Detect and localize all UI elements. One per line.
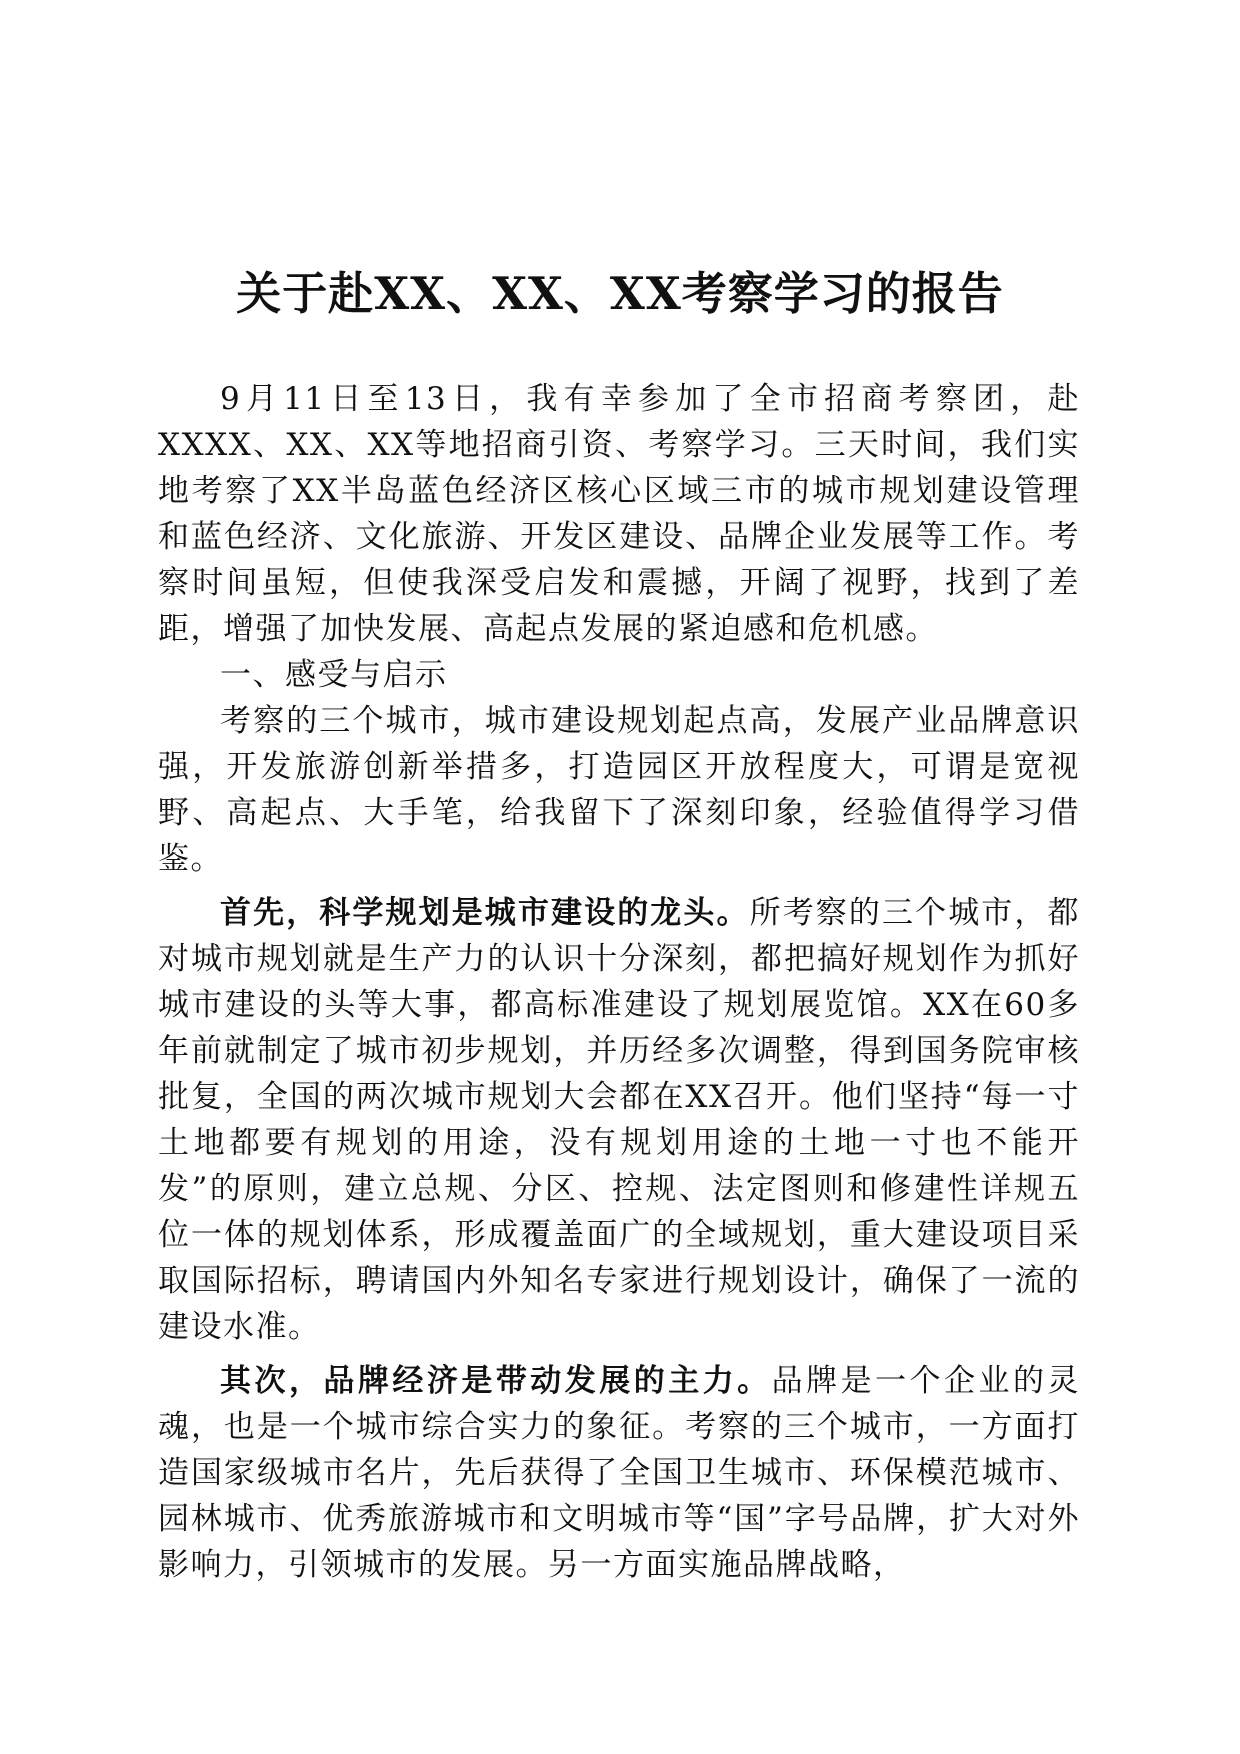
report-body [158,376,1080,1588]
paragraph-brand-lead: 其次，品牌经济是带动发展的主力。 [220,1363,772,1399]
paragraph-planning [158,890,1080,1350]
section-heading-1 [158,652,1080,698]
paragraph-summary-text: 考察的三个城市，城市建设规划起点高，发展产业品牌意识强，开发旅游创新举措多，打造园区开放程度大，可谓是宽视野、高起点、大手笔，给我留下了深刻印象，经验值得学习借鉴。 [158,703,1080,877]
report-title: 关于赴XX、XX、XX考察学习的报告 [236,267,1004,321]
paragraph-planning-lead: 首先，科学规划是城市建设的龙头。 [220,895,750,931]
paragraph-brand-text: 品牌是一个企业的灵魂，也是一个城市综合实力的象征。考察的三个城市，一方面打造国家级城市名片，先后获得了全国卫生城市、环保模范城市、园林城市、优秀旅游城市和文明城市等“国”字号品牌，扩大对外影响力，引领城市的发展。另一方面实施品牌战略， [158,1363,1081,1583]
paragraph-intro [158,376,1080,652]
section-heading-1-text: 一、感受与启示 [220,657,448,693]
paragraph-summary [158,698,1080,882]
paragraph-intro-text: 9月11日至13日，我有幸参加了全市招商考察团，赴XXXX、XX、XX等地招商引资、考察学习。三天时间，我们实地考察了XX半岛蓝色经济区核心区域三市的城市规划建设管理和蓝色经济、文化旅游、开发区建设、品牌企业发展等工作。考察时间虽短，但使我深受启发和震撼，开阔了视野，找到了差距，增强了加快发展、高起点发展的紧迫感和危机感。 [158,381,1080,647]
paragraph-planning-text: 所考察的三个城市，都对城市规划就是生产力的认识十分深刻，都把搞好规划作为抓好城市建设的头等大事，都高标准建设了规划展览馆。XX在60多年前就制定了城市初步规划，并历经多次调整，得到国务院审核批复，全国的两次城市规划大会都在XX召开。他们坚持“每一寸土地都要有规划的用途，没有规划用途的土地一寸也不能开发”的原则，建立总规、分区、控规、法定图则和修建性详规五位一体的规划体系，形成覆盖面广的全域规划，重大建设项目采取国际招标，聘请国内外知名专家进行规划设计，确保了一流的建设水准。 [158,895,1081,1345]
paragraph-brand [158,1358,1080,1588]
